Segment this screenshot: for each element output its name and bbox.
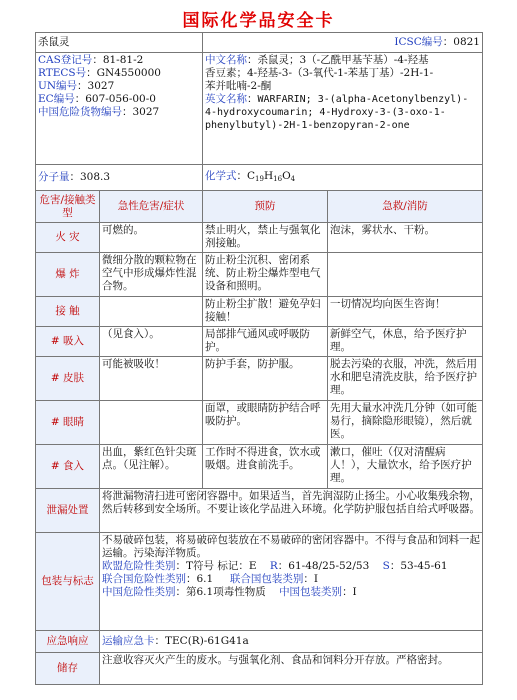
cn-name-line-1: 杀鼠灵；3（-乙酰甲基苄基）-4-羟基 <box>257 54 429 66</box>
packaging-row <box>36 533 483 631</box>
row-first-aid: 漱口，催吐（仅对清醒病人！），大量饮水，给予医疗护理。 <box>328 445 483 489</box>
icsc-value: 0821 <box>453 36 480 48</box>
formula-c-sub: 19 <box>255 174 264 183</box>
row-type-fire: 火 灾 <box>36 223 100 253</box>
row-prevention: 局部排气通风或呼吸防护。 <box>203 327 328 357</box>
header-row <box>36 33 483 53</box>
chemical-name-text: 杀鼠灵 <box>38 36 70 48</box>
emergency-card-label: 运输应急卡 <box>102 635 155 647</box>
table-row <box>36 401 483 445</box>
leak-row <box>36 489 483 533</box>
row-hazard: 微细分散的颗粒物在空气中形成爆炸性混合物。 <box>100 253 203 297</box>
formula-label: 化学式 <box>205 169 237 182</box>
row-first-aid <box>328 253 483 297</box>
eu-class-value: ：T符号 标记：E <box>175 560 257 572</box>
icsc-number: ICSC编号：0821 <box>203 33 483 53</box>
table-row <box>36 253 483 297</box>
row-type-skin: # 皮肤 <box>36 357 100 401</box>
formula-h-sub: 16 <box>273 174 283 183</box>
table-row <box>36 223 483 253</box>
un-pack-label: 联合国包装类别 <box>229 573 304 585</box>
en-name-line-1: WARFARIN; 3-(alpha-Acetonylbenzyl)- <box>257 94 469 105</box>
un-value: 3027 <box>87 80 115 92</box>
cn-name-line-3: 苯并吡喃-2-酮 <box>205 80 272 92</box>
storage-label: 储存 <box>36 653 100 685</box>
row-prevention: 防止粉尘扩散！避免孕妇接触！ <box>203 297 328 327</box>
cn-name-label: 中文名称 <box>205 54 247 66</box>
cn-class-value: ：第6.1项毒性物质 <box>175 586 266 598</box>
identifiers-cell: CAS登记号：81-81-2 RTECS号：GN4550000 UN编号：3027 EC编号：607-056-00-0 中国危险货物编号：3027 <box>36 53 203 165</box>
en-name-line-3: phenylbutyl)-2H-1-benzopyran-2-one <box>205 120 410 131</box>
mw-label: 分子量 <box>38 171 70 183</box>
safety-card-table <box>35 32 483 685</box>
ec-label: EC编号 <box>38 93 75 105</box>
un-pack-value: ：I <box>303 573 319 585</box>
row-hazard: （见食入）。 <box>100 327 203 357</box>
table-row <box>36 327 483 357</box>
names-cell: 中文名称：杀鼠灵；3（-乙酰甲基苄基）-4-羟基 香豆素；4-羟基-3-（3-氧代-1-苯基丁基）-2H-1- 苯并吡喃-2-酮 英文名称：WARFARIN; 3-(alpha-Acetonylbenzyl)- 4-hydroxycoumarin; 4-Hydroxy-3-(3-oxo-1- phenylbutyl)-2H-1-benzopyran-2-one <box>203 53 483 165</box>
formula-o-sub: 4 <box>290 174 296 183</box>
card-title: 国际化学品安全卡 <box>182 11 335 31</box>
row-hazard: 可能被吸收！ <box>100 357 203 401</box>
column-header-row <box>36 191 483 223</box>
formula-h: H <box>263 169 274 182</box>
emergency-card-value: ：TEC(R)-61G41a <box>154 635 249 647</box>
formula-o: O <box>282 169 291 182</box>
storage-text: 注意收容灭火产生的废水。与强氧化剂、食品和饲料分开存放。严格密封。 <box>100 653 483 685</box>
table-row <box>36 297 483 327</box>
row-prevention: 工作时不得进食，饮水或吸烟。进食前洗手。 <box>203 445 328 489</box>
cas-value: 81-81-2 <box>102 54 144 66</box>
table-row <box>36 445 483 489</box>
col-header-prevention: 预防 <box>203 191 328 223</box>
cas-label: CAS登记号 <box>38 54 93 66</box>
en-name-label: 英文名称 <box>205 93 247 105</box>
molecular-weight: 分子量：308.3 <box>36 165 203 191</box>
row-prevention: 面罩，或眼睛防护结合呼吸防护。 <box>203 401 328 445</box>
s-phrase-label: S <box>382 560 390 572</box>
cn-value: 3027 <box>132 106 160 118</box>
leak-text: 将泄漏物清扫进可密闭容器中。如果适当，首先润湿防止扬尘。小心收集残余物，然后转移到安全场所。不要让该化学品进入环境。化学防护服包括自给式呼吸器。 <box>100 489 483 533</box>
cn-name-line-2: 香豆素；4-羟基-3-（3-氧代-1-苯基丁基）-2H-1- <box>205 67 434 79</box>
leak-label: 泄漏处置 <box>36 489 100 533</box>
storage-row <box>36 653 483 685</box>
rtecs-value: GN4550000 <box>96 67 161 79</box>
rtecs-label: RTECS号 <box>38 67 87 79</box>
col-header-hazard: 急性危害/症状 <box>100 191 203 223</box>
packaging-text: 不易破碎包装，将易破碎包装放在不易破碎的密闭容器中。不得与食品和饲料一起运输。污染海洋物质。 <box>102 534 480 559</box>
row-hazard <box>100 297 203 327</box>
row-hazard: 出血，紫红色针尖斑点。（见注解）。 <box>100 445 203 489</box>
row-first-aid: 脱去污染的衣服，冲洗，然后用水和肥皂清洗皮肤，给予医疗护理。 <box>328 357 483 401</box>
emergency-row <box>36 631 483 653</box>
cn-class-label: 中国危险性类别 <box>102 586 176 598</box>
emergency-label: 应急响应 <box>36 631 100 653</box>
r-phrase-label: R <box>269 560 278 572</box>
row-type-explosion: 爆 炸 <box>36 253 100 297</box>
col-header-first-aid: 急救/消防 <box>328 191 483 223</box>
packaging-cell <box>100 533 483 631</box>
identifiers-row <box>36 53 483 165</box>
row-prevention: 防护手套，防护服。 <box>203 357 328 401</box>
row-type-ingestion: # 食入 <box>36 445 100 489</box>
un-label: UN编号 <box>38 80 78 92</box>
cn-pack-label: 中国包装类别 <box>279 586 343 598</box>
icsc-label: ICSC编号 <box>394 36 443 48</box>
row-type-eyes: # 眼睛 <box>36 401 100 445</box>
ec-value: 607-056-00-0 <box>85 93 156 105</box>
eu-class-label: 欧盟危险性类别 <box>102 560 176 572</box>
row-first-aid: 一切情况均向医生咨询！ <box>328 297 483 327</box>
row-hazard: 可燃的。 <box>100 223 203 253</box>
cn-pack-value: ：I <box>342 586 357 598</box>
row-type-contact: 接 触 <box>36 297 100 327</box>
formula-row <box>36 165 483 191</box>
cn-label: 中国危险货物编号 <box>38 106 122 118</box>
row-hazard <box>100 401 203 445</box>
col-header-type: 危害/接触类型 <box>36 191 100 223</box>
chemical-name <box>36 33 203 53</box>
s-phrase-value: ：53-45-61 <box>389 560 448 572</box>
en-name-line-2: 4-hydroxycoumarin; 4-Hydroxy-3-(3-oxo-1- <box>205 107 446 118</box>
un-class-value: ：6.1 <box>186 573 214 585</box>
mw-value: 308.3 <box>80 171 111 183</box>
row-prevention: 防止粉尘沉积、密闭系统、防止粉尘爆炸型电气设备和照明。 <box>203 253 328 297</box>
formula-c: C <box>247 169 256 182</box>
packaging-label: 包装与标志 <box>36 533 100 631</box>
row-prevention: 禁止明火，禁止与强氧化剂接触。 <box>203 223 328 253</box>
chemical-formula: 化学式：$C_{19}H_{16}O_4$ <box>203 165 483 191</box>
row-type-inhalation: # 吸入 <box>36 327 100 357</box>
row-first-aid: 泡沫，雾状水、干粉。 <box>328 223 483 253</box>
row-first-aid: 先用大量水冲洗几分钟（如可能易行，摘除隐形眼镜），然后就医。 <box>328 401 483 445</box>
r-phrase-value: ：61-48/25-52/53 <box>277 560 370 572</box>
table-row <box>36 357 483 401</box>
emergency-cell <box>100 631 483 653</box>
un-class-label: 联合国危险性类别 <box>102 573 186 585</box>
row-first-aid: 新鲜空气，休息，给予医疗护理。 <box>328 327 483 357</box>
